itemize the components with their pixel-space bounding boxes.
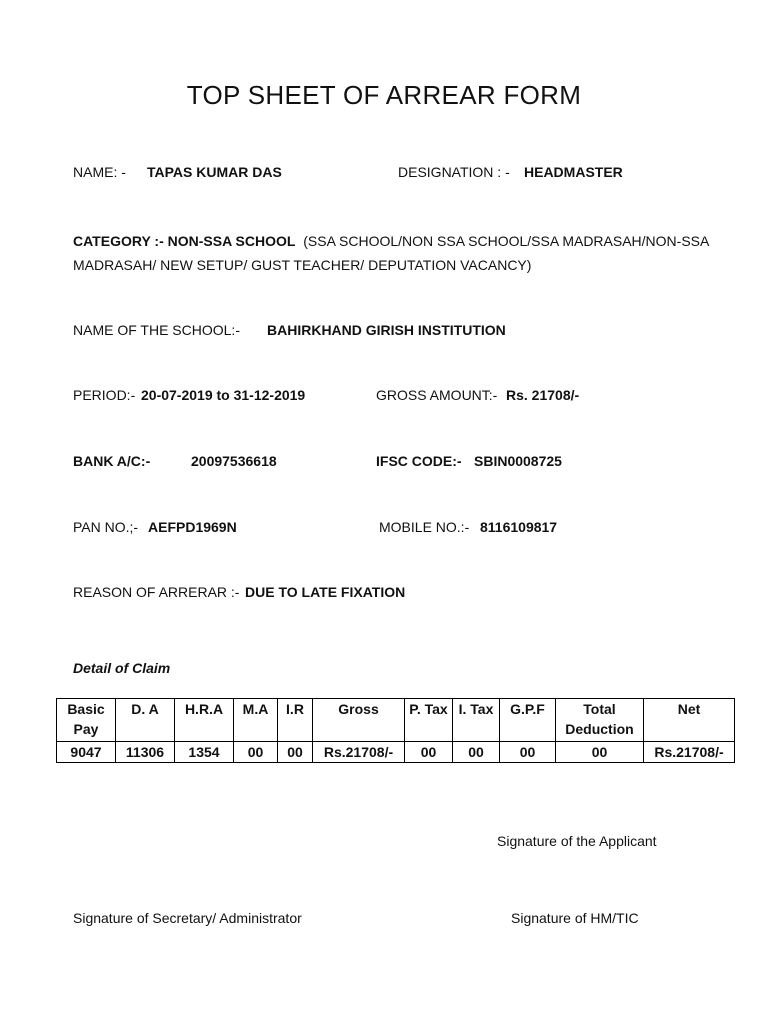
- header-total-deduction: Total Deduction: [556, 699, 644, 742]
- header-da: D. A: [116, 699, 175, 742]
- header-i-tax: I. Tax: [453, 699, 500, 742]
- ifsc-value: SBIN0008725: [474, 453, 562, 469]
- category-options: (SSA SCHOOL/NON SSA SCHOOL/SSA MADRASAH/NON-SSA MADRASAH/ NEW SETUP/ GUST TEACHER/ DEPUTATION VACANCY): [73, 233, 709, 273]
- value-i-tax: 00: [453, 742, 500, 763]
- reason-label: REASON OF ARRERAR :-: [73, 584, 240, 600]
- claim-table: [56, 698, 735, 763]
- header-gpf: G.P.F: [500, 699, 556, 742]
- applicant-signature: Signature of the Applicant: [497, 833, 657, 849]
- school-label: NAME OF THE SCHOOL:-: [73, 322, 240, 338]
- bank-value: 20097536618: [191, 453, 277, 469]
- name-label: NAME: -: [73, 164, 126, 180]
- value-gpf: 00: [500, 742, 556, 763]
- school-value: BAHIRKHAND GIRISH INSTITUTION: [267, 322, 506, 338]
- category-label: CATEGORY :- NON-SSA SCHOOL: [73, 233, 296, 249]
- value-ma: 00: [234, 742, 278, 763]
- hm-signature: Signature of HM/TIC: [511, 910, 639, 926]
- value-hra: 1354: [175, 742, 234, 763]
- gross-amount-label: GROSS AMOUNT:-: [376, 387, 498, 403]
- header-net: Net: [644, 699, 735, 742]
- value-p-tax: 00: [405, 742, 453, 763]
- pan-label: PAN NO.;-: [73, 519, 139, 535]
- value-net: Rs.21708/-: [644, 742, 735, 763]
- claim-header-row: [57, 699, 735, 742]
- designation-label: DESIGNATION : -: [398, 164, 510, 180]
- bank-label: BANK A/C:-: [73, 453, 151, 469]
- pan-value: AEFPD1969N: [148, 519, 237, 535]
- secretary-signature: Signature of Secretary/ Administrator: [73, 910, 302, 926]
- period-label: PERIOD:-: [73, 387, 136, 403]
- header-gross: Gross: [313, 699, 405, 742]
- designation-value: HEADMASTER: [524, 164, 623, 180]
- period-value: 20-07-2019 to 31-12-2019: [141, 387, 306, 403]
- gross-amount-value: Rs. 21708/-: [506, 387, 580, 403]
- header-ma: M.A: [234, 699, 278, 742]
- mobile-value: 8116109817: [480, 519, 558, 535]
- claim-value-row: [57, 742, 735, 763]
- reason-value: DUE TO LATE FIXATION: [245, 584, 406, 600]
- name-value: TAPAS KUMAR DAS: [147, 164, 282, 180]
- value-gross: Rs.21708/-: [313, 742, 405, 763]
- value-da: 11306: [116, 742, 175, 763]
- value-total-deduction: 00: [556, 742, 644, 763]
- category-block: [73, 229, 713, 277]
- header-ir: I.R: [278, 699, 313, 742]
- header-basic-pay: Basic Pay: [57, 699, 116, 742]
- mobile-label: MOBILE NO.:-: [379, 519, 470, 535]
- claim-heading: Detail of Claim: [73, 660, 171, 676]
- value-ir: 00: [278, 742, 313, 763]
- header-hra: H.R.A: [175, 699, 234, 742]
- value-basic-pay: 9047: [57, 742, 116, 763]
- header-p-tax: P. Tax: [405, 699, 453, 742]
- page-title: TOP SHEET OF ARREAR FORM: [186, 80, 582, 110]
- ifsc-label: IFSC CODE:-: [376, 453, 462, 469]
